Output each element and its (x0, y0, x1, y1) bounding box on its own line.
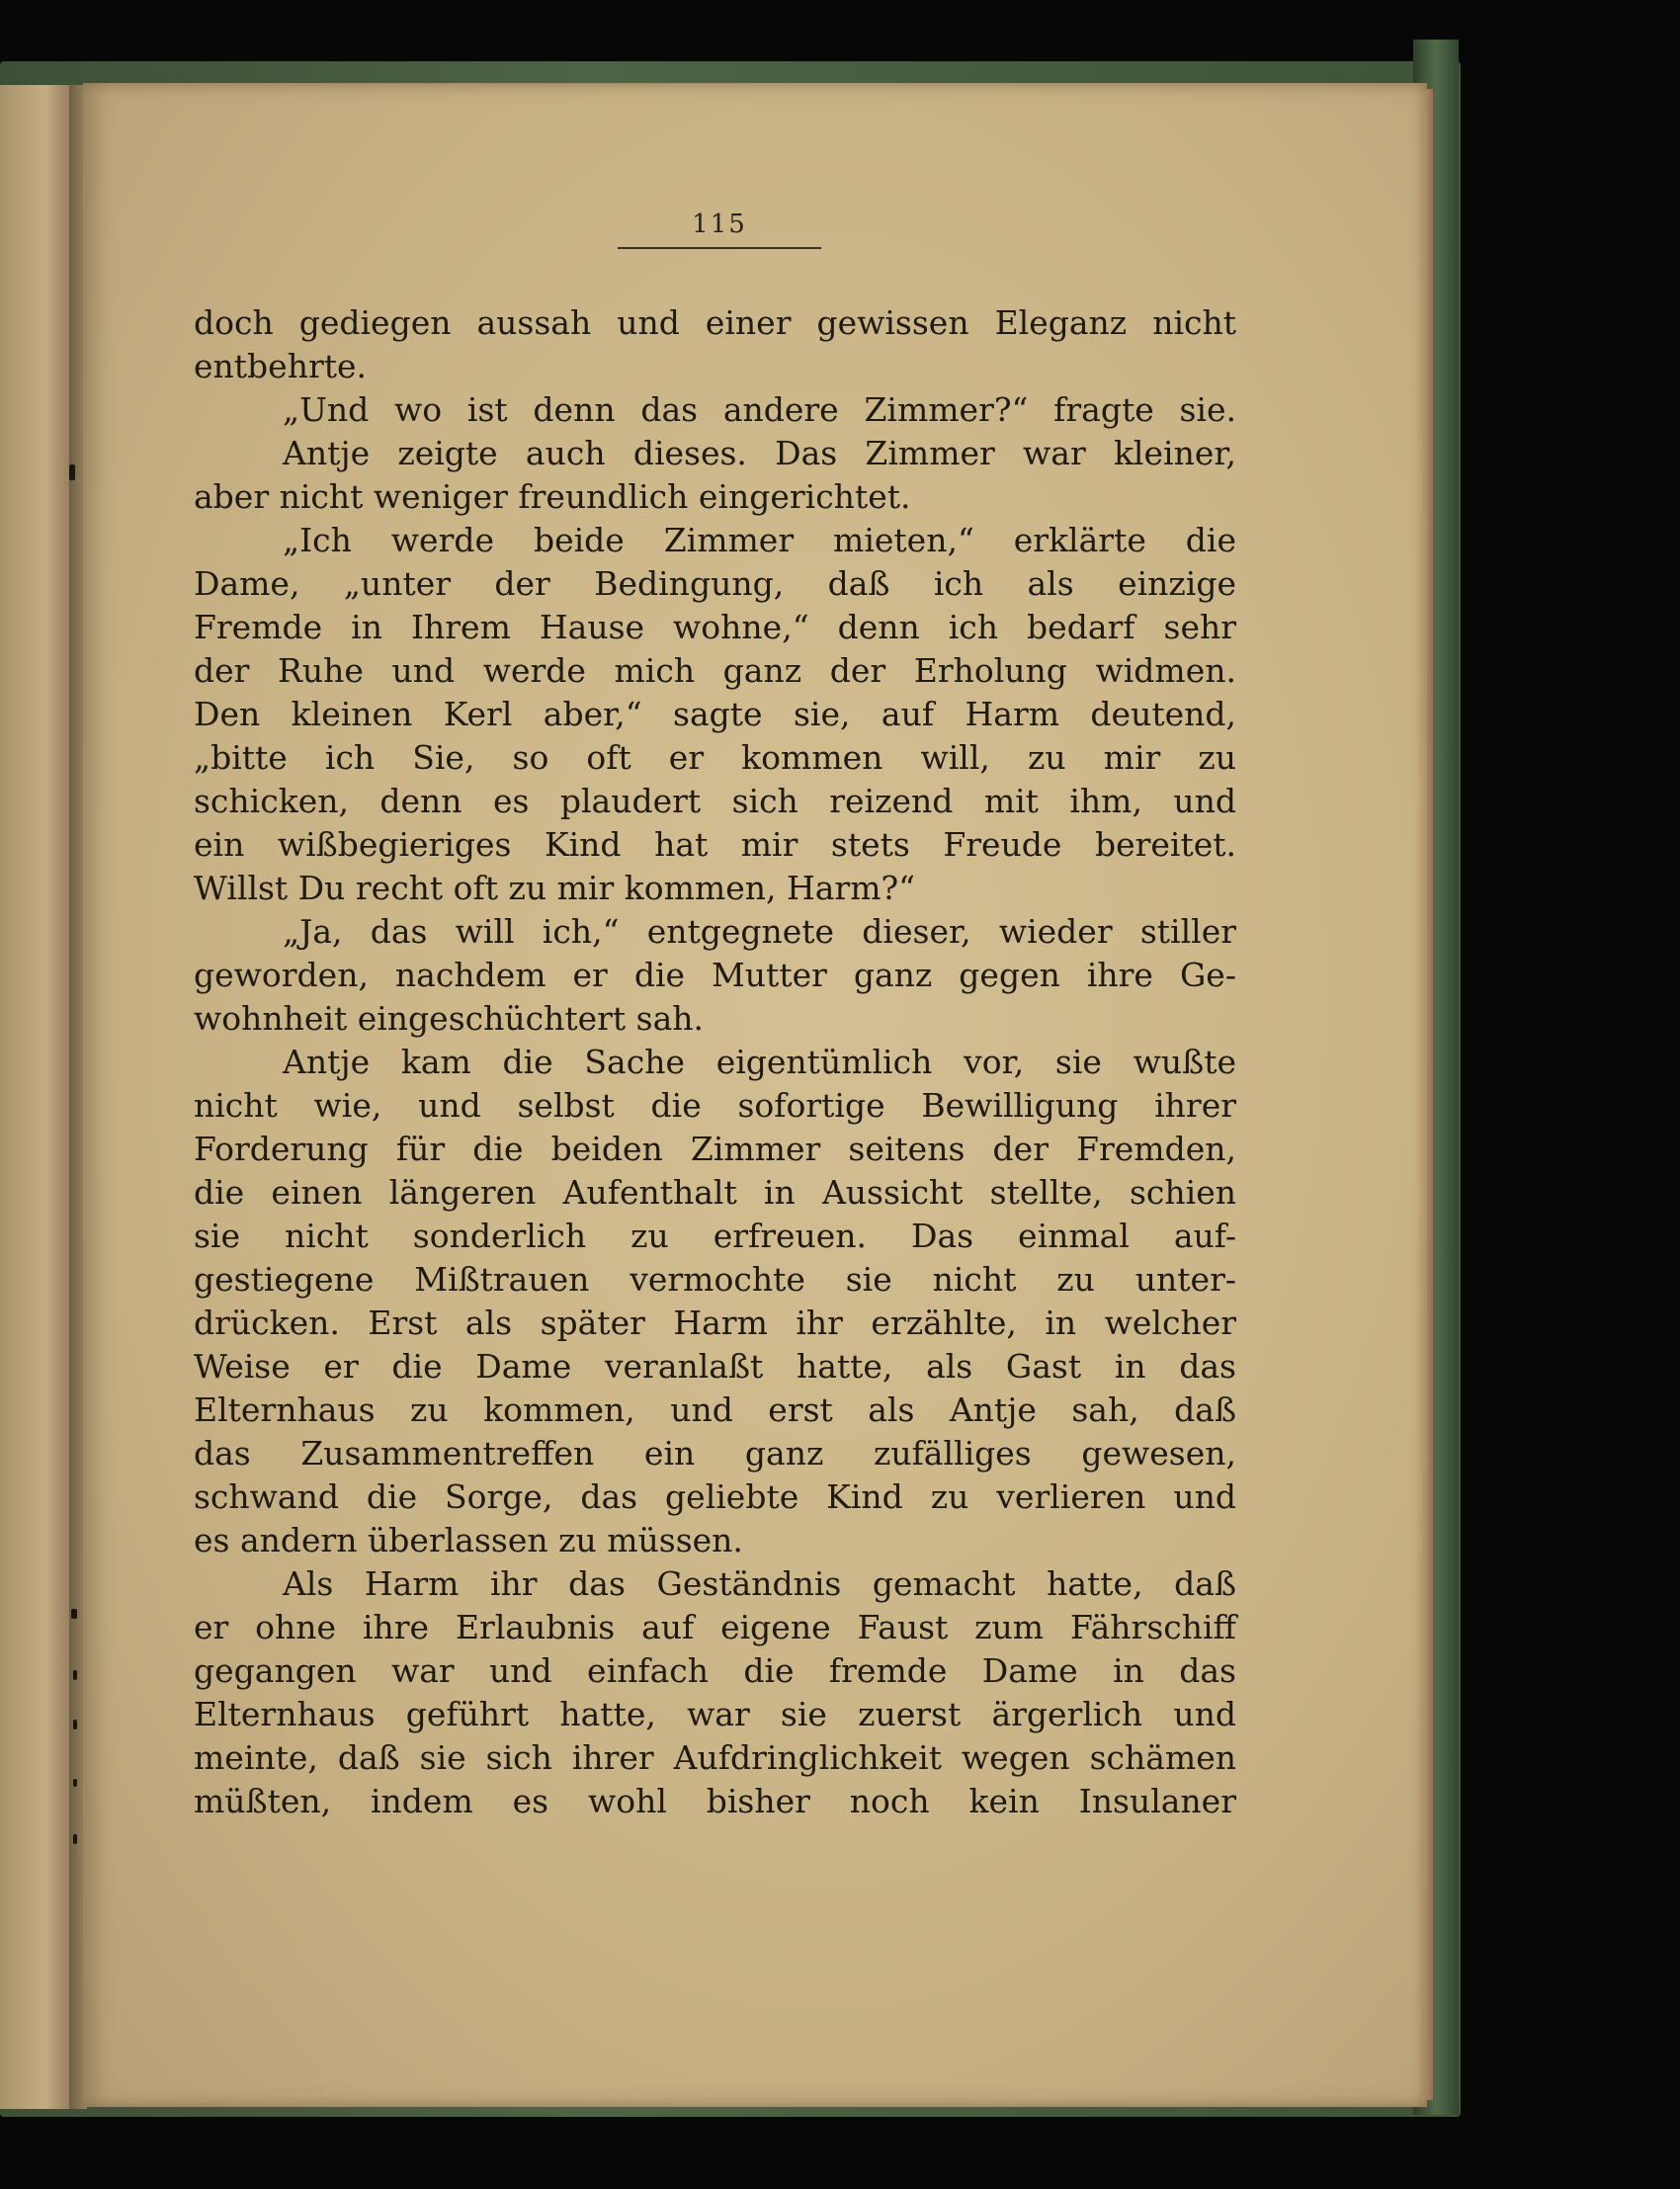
text-line: Als Harm ihr das Geständnis gemacht hatte, daß (283, 1564, 1236, 1603)
margin-mark (69, 464, 75, 480)
text-line: „Ich werde beide Zimmer mieten,“ erklärte die (283, 521, 1236, 559)
margin-mark (73, 1779, 77, 1787)
margin-mark (73, 1720, 77, 1729)
page-number-rule (618, 247, 821, 249)
text-line: es andern überlassen zu müssen. (194, 1521, 743, 1559)
text-line: müßten, indem es wohl bisher noch kein Insulaner (194, 1782, 1236, 1820)
text-line: Den kleinen Kerl aber,“ sagte sie, auf Harm deutend, (194, 695, 1236, 733)
text-line: die einen längeren Aufenthalt in Aussicht stellte, schien (194, 1173, 1236, 1212)
text-line: wohnheit eingeschüchtert sah. (194, 999, 705, 1038)
text-line: Dame, „unter der Bedingung, daß ich als einzige (194, 564, 1236, 603)
text-line: ein wißbegieriges Kind hat mir stets Freude bereitet. (194, 825, 1236, 864)
text-line: aber nicht weniger freundlich eingerichtet. (194, 477, 911, 516)
text-line: sie nicht sonderlich zu erfreuen. Das einmal auf- (194, 1217, 1236, 1255)
margin-mark (73, 1834, 77, 1844)
text-line: das Zusammentreffen ein ganz zufälliges gewesen, (194, 1434, 1236, 1473)
text-line: schicken, denn es plaudert sich reizend mit ihm, und (194, 782, 1236, 820)
text-line: gestiegene Mißtrauen vermochte sie nicht zu unter- (194, 1260, 1236, 1299)
text-line: Elternhaus geführt hatte, war sie zuerst ärgerlich und (194, 1695, 1236, 1733)
text-line: Antje kam die Sache eigentümlich vor, sie wußte (283, 1043, 1236, 1081)
margin-mark (73, 1670, 77, 1680)
text-line: der Ruhe und werde mich ganz der Erholung widmen. (194, 651, 1236, 690)
page-number: 115 (692, 210, 747, 239)
margin-mark (71, 1609, 77, 1619)
text-line: nicht wie, und selbst die sofortige Bewilligung ihrer (194, 1086, 1236, 1125)
text-line: entbehrte. (194, 347, 368, 385)
text-line: schwand die Sorge, das geliebte Kind zu verlieren und (194, 1477, 1236, 1516)
text-line: er ohne ihre Erlaubnis auf eigene Faust zum Fährschiff (194, 1608, 1236, 1646)
text-line: meinte, daß sie sich ihrer Aufdringlichkeit wegen schämen (194, 1738, 1236, 1777)
text-line: Weise er die Dame veranlaßt hatte, als Gast in das (194, 1347, 1236, 1386)
text-line: Fremde in Ihrem Hause wohne,“ denn ich bedarf sehr (194, 608, 1236, 646)
text-line: Forderung für die beiden Zimmer seitens der Fremden, (194, 1130, 1236, 1168)
text-line: Antje zeigte auch dieses. Das Zimmer war kleiner, (283, 434, 1236, 472)
text-line: drücken. Erst als später Harm ihr erzählte, in welcher (194, 1304, 1236, 1342)
text-line: „Und wo ist denn das andere Zimmer?“ fragte sie. (283, 390, 1236, 429)
page-body-text (194, 301, 1236, 1823)
text-line: „Ja, das will ich,“ entgegnete dieser, wieder stiller (283, 912, 1236, 951)
text-line: Elternhaus zu kommen, und erst als Antje sah, daß (194, 1390, 1236, 1429)
text-line: geworden, nachdem er die Mutter ganz gegen ihre Ge- (194, 956, 1236, 994)
text-line: doch gediegen aussah und einer gewissen Eleganz nicht (194, 303, 1236, 342)
text-line: „bitte ich Sie, so oft er kommen will, zu mir zu (194, 738, 1236, 777)
text-line: gegangen war und einfach die fremde Dame in das (194, 1651, 1236, 1690)
left-page-edge (0, 85, 75, 2109)
text-line: Willst Du recht oft zu mir kommen, Harm?“ (194, 869, 916, 907)
